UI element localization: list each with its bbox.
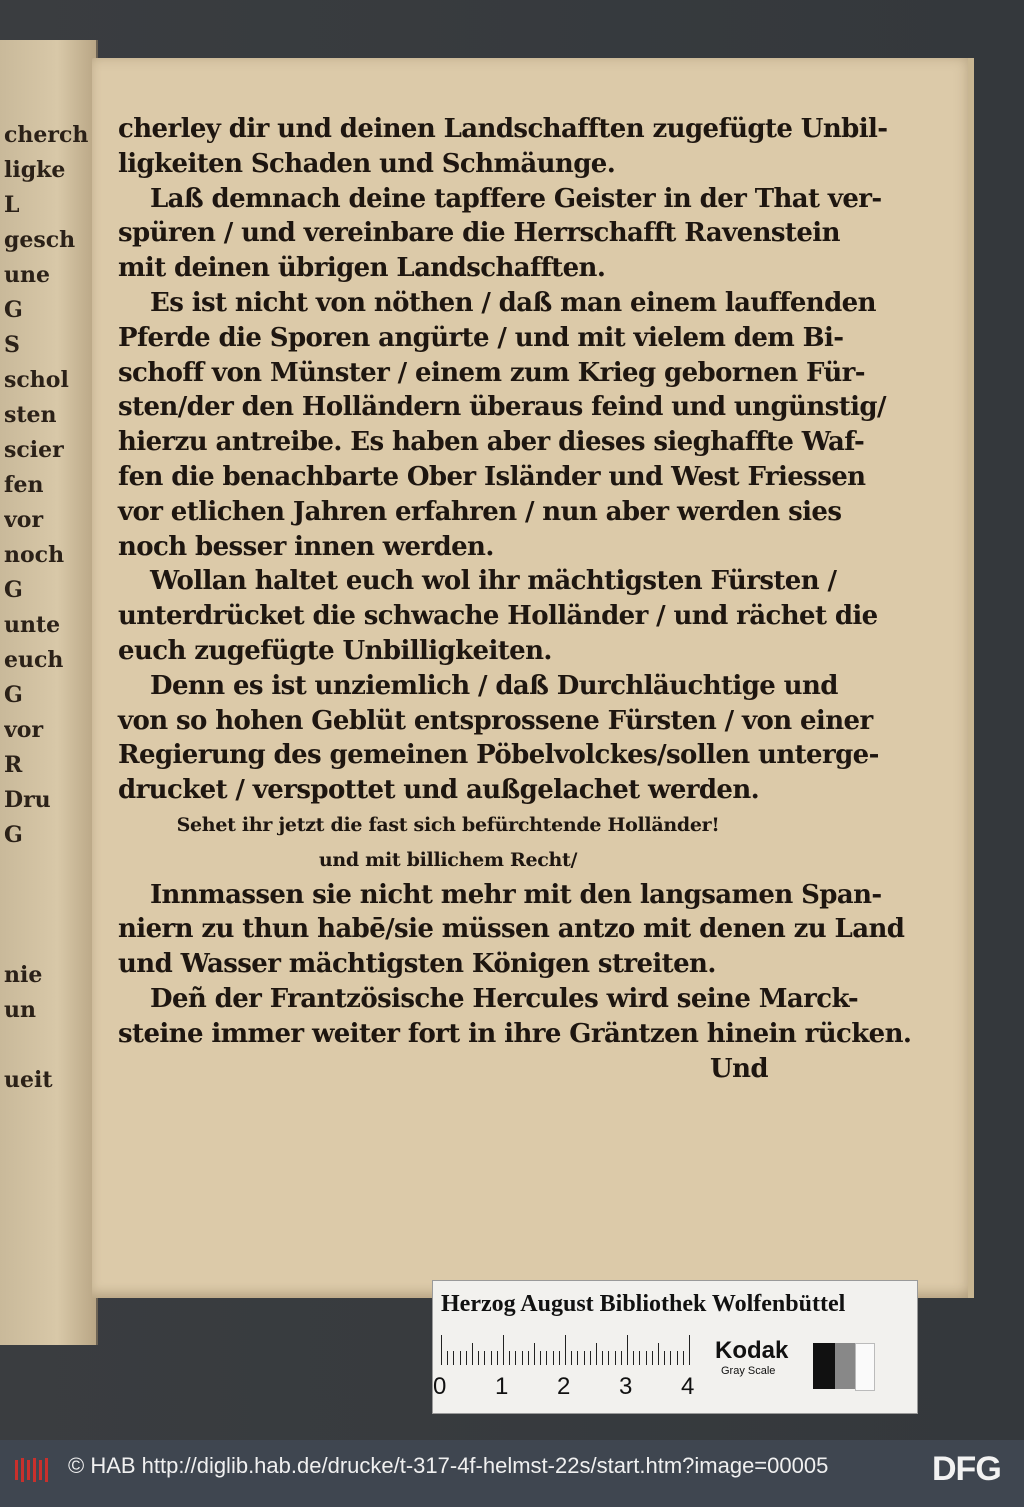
page-edge — [968, 58, 974, 1298]
left-page-fragment: ligke — [4, 157, 66, 183]
ruler-tick — [615, 1351, 616, 1365]
ruler-tick — [639, 1351, 640, 1365]
ruler-tick — [565, 1335, 566, 1365]
ruler-tick — [522, 1351, 523, 1365]
left-page-fragment: sten — [4, 402, 57, 428]
ruler-scale — [441, 1331, 701, 1365]
ruler-tick — [453, 1351, 454, 1365]
ruler-tick — [553, 1351, 554, 1365]
text-line: von so hohen Geblüt entsprossene Fürsten / von einer — [118, 705, 873, 736]
text-line: Wollan haltet euch wol ihr mächtigsten Fürsten / — [150, 566, 837, 597]
left-page-fragment — [4, 888, 90, 923]
text-line: und Wasser mächtigsten Königen streiten. — [118, 949, 716, 980]
text-line: drucket / verspottet und außgelachet werden. — [118, 775, 760, 806]
left-page-fragment: G — [4, 577, 23, 603]
text-line: fen die benachbarte Ober Isländer und West Friessen — [118, 461, 866, 492]
ruler-tick — [534, 1343, 535, 1365]
text-line: mit deinen übrigen Landschafften. — [118, 253, 606, 284]
text-line: niern zu thun habē/sie müssen antzo mit denen zu Land — [118, 914, 905, 945]
text-line: cherley dir und deinen Landschafften zugefügte Unbil- — [118, 114, 888, 144]
ruler-tick — [658, 1343, 659, 1365]
gray-swatch-white — [855, 1343, 875, 1391]
text-line: Pferde die Sporen angürte / und mit vielem dem Bi- — [118, 322, 844, 353]
ruler-tick — [441, 1335, 442, 1365]
left-page-fragment: ueit — [4, 1067, 53, 1093]
left-page-fragment: Dru — [4, 787, 51, 813]
left-page-fragment: euch — [4, 647, 64, 673]
text-line: ligkeiten Schaden und Schmäunge. — [118, 148, 616, 179]
ruler-tick — [590, 1351, 591, 1365]
ruler-tick — [584, 1351, 585, 1365]
ruler-tick — [478, 1351, 479, 1365]
left-page-fragment: schol — [4, 367, 69, 393]
left-page-fragment: unte — [4, 612, 61, 638]
left-page-fragment: vor — [4, 507, 44, 533]
left-page-fragment: cherch — [4, 122, 89, 148]
left-page-fragment: L — [4, 192, 20, 218]
ruler-tick — [466, 1351, 467, 1365]
ruler-tick — [633, 1351, 634, 1365]
text-line: steine immer weiter fort in ihre Gräntzen hinein rücken. — [118, 1018, 912, 1049]
ruler-tick — [677, 1351, 678, 1365]
scale-number: 3 — [619, 1373, 633, 1400]
hab-logo-icon — [14, 1456, 54, 1484]
scale-number: 1 — [495, 1373, 509, 1400]
ruler-tick — [528, 1351, 529, 1365]
ruler-tick — [484, 1351, 485, 1365]
text-line: Regierung des gemeinen Pöbelvolckes/sollen unterge- — [118, 740, 879, 771]
text-line-small: und mit billichem Recht/ — [318, 848, 578, 871]
left-page-fragment: G — [4, 822, 23, 848]
ruler-tick — [540, 1351, 541, 1365]
ruler-tick — [596, 1343, 597, 1365]
ruler-tick — [460, 1351, 461, 1365]
text-line: Innmassen sie nicht mehr mit den langsamen Span- — [150, 879, 882, 910]
text-line: euch zugefügte Unbilligkeiten. — [118, 635, 552, 666]
ruler-tick — [646, 1351, 647, 1365]
ruler-tick — [683, 1351, 684, 1365]
ruler-tick — [670, 1351, 671, 1365]
left-page-fragment: noch — [4, 542, 65, 568]
ruler-tick — [664, 1351, 665, 1365]
ruler-tick — [503, 1335, 504, 1365]
left-page-fragment — [4, 853, 90, 888]
left-page-fragment: nie — [4, 962, 43, 988]
text-line: Deñ der Frantzösische Hercules wird seine Marck- — [150, 983, 859, 1014]
text-line: schoff von Münster / einem zum Krieg gebornen Für- — [118, 357, 865, 388]
gray-swatch-black — [813, 1343, 835, 1389]
ruler-tick — [652, 1351, 653, 1365]
ruler-numbers — [433, 1373, 713, 1399]
page-text — [118, 112, 912, 1086]
ruler-tick — [621, 1351, 622, 1365]
ruler-tick — [577, 1351, 578, 1365]
left-page-fragment: R — [4, 752, 23, 778]
ruler-tick — [447, 1351, 448, 1365]
kodak-brand: Kodak — [715, 1337, 789, 1364]
text-line-small: Sehet ihr jetzt die fast sich befürchtende Holländer! — [176, 813, 720, 836]
library-color-target — [432, 1280, 918, 1414]
left-page-fragment: fen — [4, 472, 44, 498]
left-page-fragment — [4, 1028, 90, 1063]
text-line: sten/der den Holländern überaus feind und ungünstig/ — [118, 392, 886, 423]
left-page-fragment: S — [4, 332, 20, 358]
gray-scale-label: Gray Scale — [721, 1365, 776, 1377]
text-line: vor etlichen Jahren erfahren / nun aber werden sies — [118, 496, 842, 527]
ruler-tick — [497, 1351, 498, 1365]
left-page-fragment: un — [4, 997, 36, 1023]
ruler-tick — [602, 1351, 603, 1365]
scale-number: 4 — [681, 1373, 695, 1400]
left-page-fragment: scier — [4, 437, 64, 463]
text-line: noch besser innen werden. — [118, 531, 494, 562]
text-line: Es ist nicht von nöthen / daß man einem lauffenden — [150, 287, 876, 318]
left-page-text — [4, 118, 90, 1098]
left-page-fragment: gesch — [4, 227, 76, 253]
ruler-tick — [571, 1351, 572, 1365]
left-page-fragment: G — [4, 297, 23, 323]
ruler-tick — [546, 1351, 547, 1365]
ruler-tick — [559, 1351, 560, 1365]
library-title: Herzog August Bibliothek Wolfenbüttel — [441, 1291, 846, 1317]
left-page-fragment: vor — [4, 717, 44, 743]
ruler-tick — [608, 1351, 609, 1365]
scale-number: 0 — [433, 1373, 447, 1400]
left-page-edge — [0, 40, 98, 1345]
ruler-tick — [509, 1351, 510, 1365]
catchword: Und — [710, 1053, 768, 1084]
left-page-fragment: une — [4, 262, 50, 288]
footer-url[interactable]: © HAB http://diglib.hab.de/drucke/t-317-4f-helmst-22s/start.htm?image=00005 — [68, 1453, 829, 1478]
left-page-fragment — [4, 923, 90, 958]
text-line: unterdrücket die schwache Holländer / und rächet die — [118, 601, 878, 632]
left-page-fragment: G — [4, 682, 23, 708]
text-line: spüren / und vereinbare die Herrschafft Ravenstein — [118, 218, 840, 249]
ruler-tick — [689, 1335, 690, 1365]
gray-swatch-mid — [835, 1343, 855, 1389]
ruler-tick — [472, 1343, 473, 1365]
ruler-tick — [491, 1351, 492, 1365]
ruler-tick — [515, 1351, 516, 1365]
text-line: Denn es ist unziemlich / daß Durchläuchtige und — [150, 670, 838, 701]
dfg-logo: DFG — [932, 1450, 1001, 1488]
text-line: hierzu antreibe. Es haben aber dieses sieghaffte Waf- — [118, 427, 865, 458]
text-line: Laß demnach deine tapffere Geister in der That ver- — [150, 183, 882, 214]
ruler-tick — [627, 1335, 628, 1365]
scale-number: 2 — [557, 1373, 571, 1400]
